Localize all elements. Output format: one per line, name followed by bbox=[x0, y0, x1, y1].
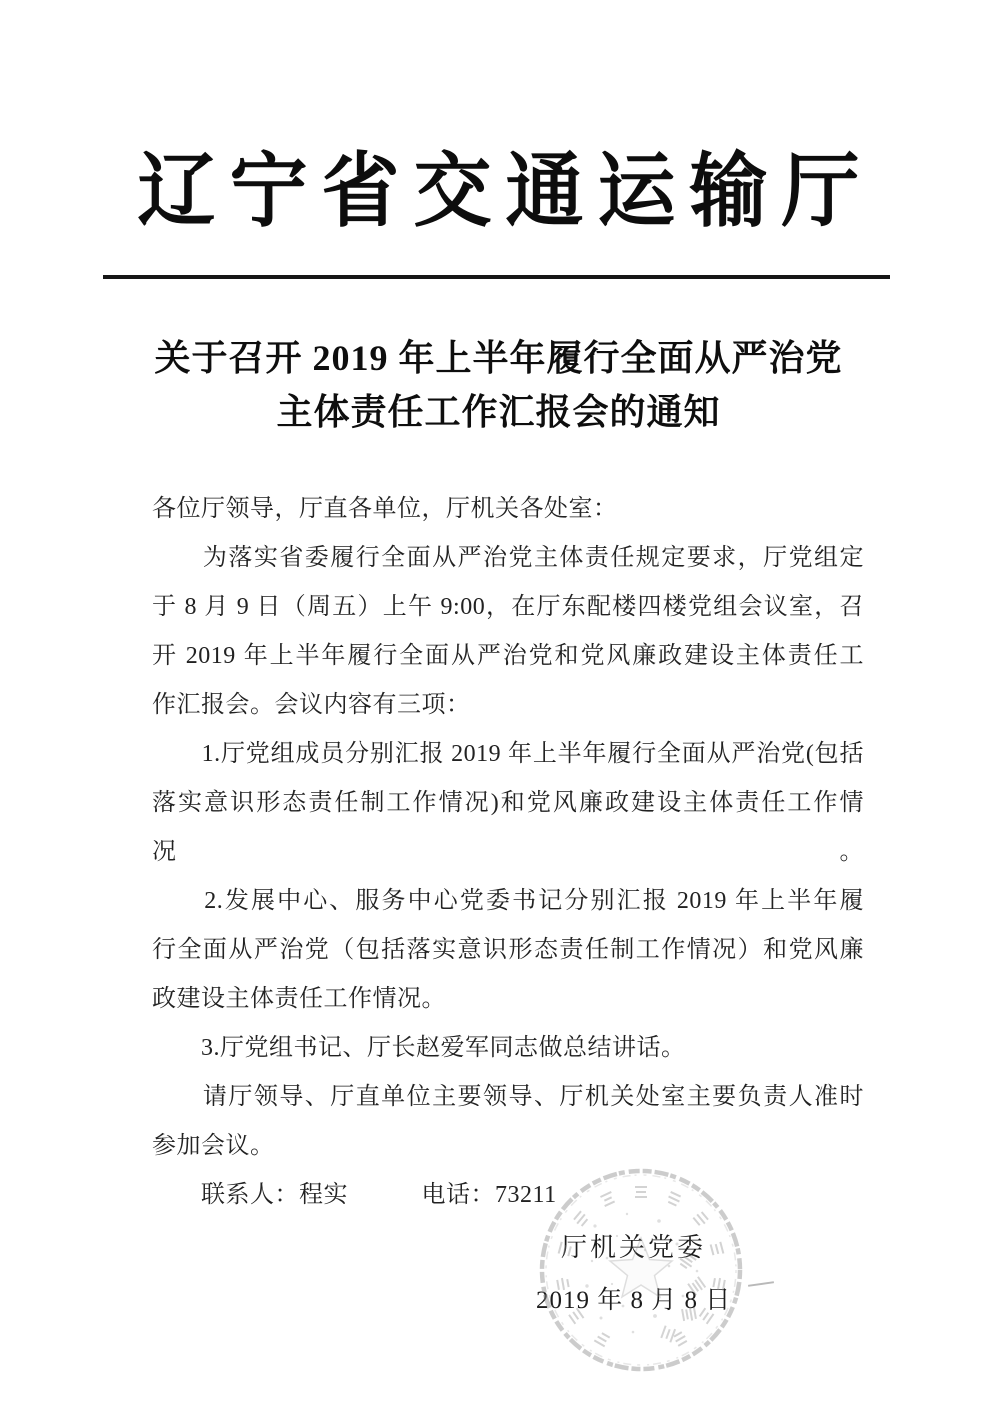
body-line: 政建设主体责任工作情况。 bbox=[152, 986, 446, 1012]
notice-body bbox=[152, 485, 864, 1220]
body-line: 于 8 月 9 日（周五）上午 9:00，在厅东配楼四楼党组会议室，召 bbox=[152, 594, 864, 620]
body-line: 各位厅领导，厅直各单位，厅机关各处室： bbox=[152, 496, 618, 522]
scan-artifact bbox=[748, 1281, 774, 1287]
body-line: 联系人：程实 电话：73211 bbox=[152, 1182, 557, 1208]
body-line: 作汇报会。会议内容有三项： bbox=[152, 692, 471, 718]
letterhead-divider bbox=[103, 275, 890, 279]
body-line: 请厅领导、厅直单位主要领导、厅机关处室主要负责人准时 bbox=[152, 1084, 864, 1110]
letterhead-title: 辽宁省交通运输厅 bbox=[137, 146, 874, 237]
notice-title-line2: 主体责任工作汇报会的通知 bbox=[276, 392, 721, 432]
body-line: 参加会议。 bbox=[152, 1133, 275, 1159]
body-line: 2.发展中心、服务中心党委书记分别汇报 2019 年上半年履 bbox=[152, 888, 864, 914]
body-line: 为落实省委履行全面从严治党主体责任规定要求，厅党组定 bbox=[152, 545, 864, 571]
signature-date: 2019 年 8 月 8 日 bbox=[536, 1287, 732, 1314]
notice-title-line1: 关于召开 2019 年上半年履行全面从严治党 bbox=[154, 338, 843, 378]
notice-title bbox=[0, 331, 997, 439]
body-line: 开 2019 年上半年履行全面从严治党和党风廉政建设主体责任工 bbox=[152, 643, 864, 669]
body-line: 3.厅党组书记、厅长赵爱军同志做总结讲话。 bbox=[152, 1035, 686, 1061]
body-line: 行全面从严治党（包括落实意识形态责任制工作情况）和党风廉 bbox=[152, 937, 864, 963]
body-line: 落实意识形态责任制工作情况)和党风廉政建设主体责任工作情况。 bbox=[152, 790, 864, 865]
signature-org: 厅机关党委 bbox=[561, 1233, 707, 1262]
body-line: 1.厅党组成员分别汇报 2019 年上半年履行全面从严治党(包括 bbox=[152, 741, 864, 767]
